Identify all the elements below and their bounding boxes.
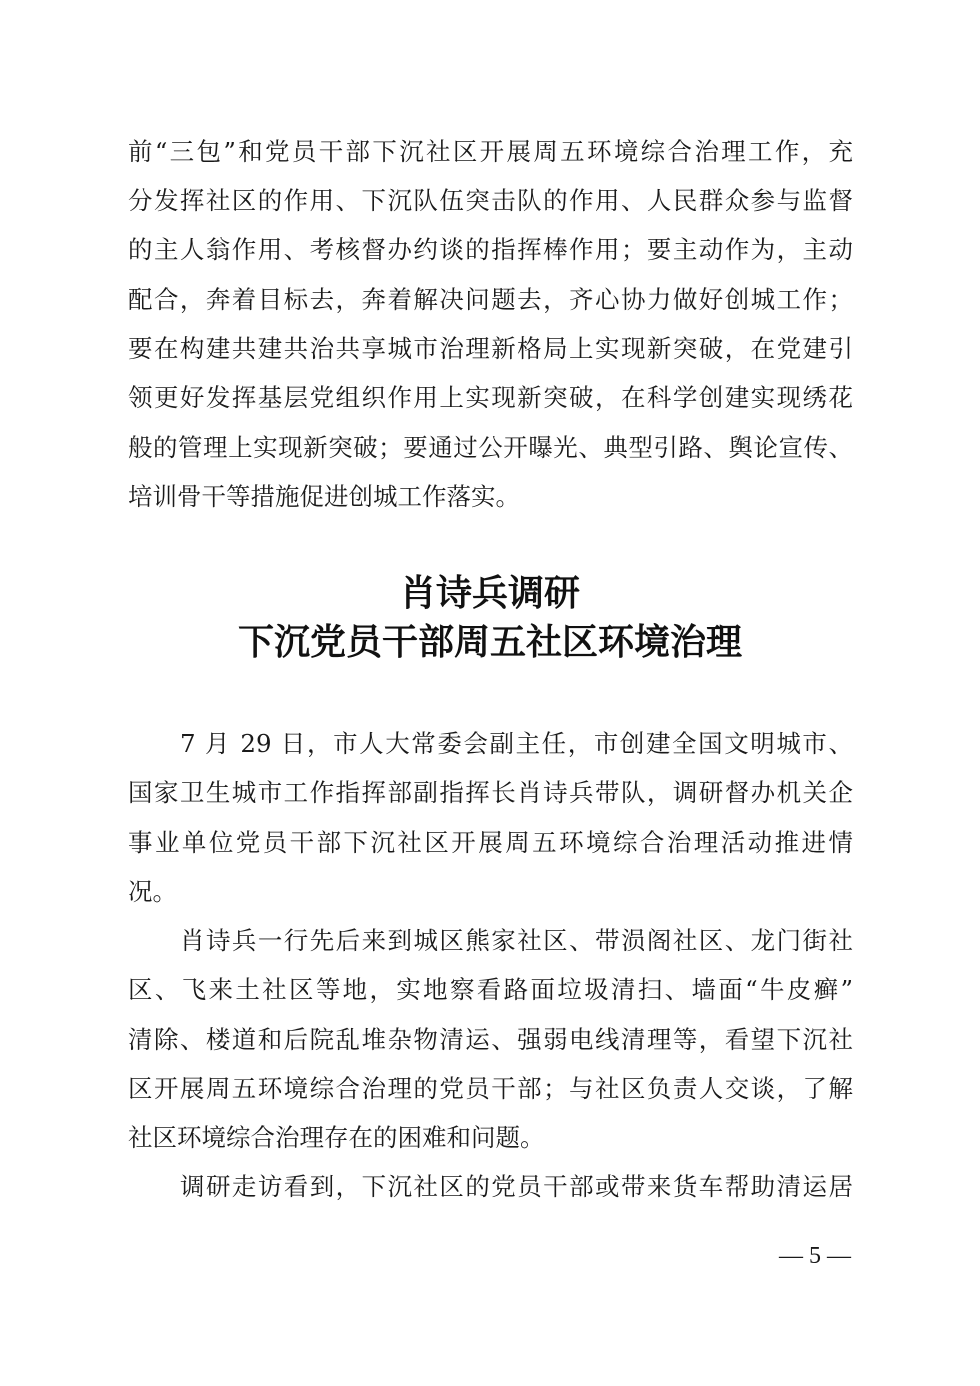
- text-line: 肖诗兵一行先后来到城区熊家社区、带涢阁社区、龙门街社: [180, 926, 853, 955]
- text-line: 般的管理上实现新突破；要通过公开曝光、典型引路、舆论宣传、: [128, 433, 853, 462]
- text-line: 要在构建共建共治共享城市治理新格局上实现新突破，在党建引: [128, 334, 853, 363]
- text-line: 领更好发挥基层党组织作用上实现新突破，在科学创建实现绣花: [128, 383, 853, 412]
- article-title-line-1: 肖诗兵调研: [399, 572, 580, 614]
- page-number: — 5 —: [779, 1243, 851, 1269]
- text-line: 社区环境综合治理存在的困难和问题。: [128, 1123, 545, 1152]
- text-line: 清除、楼道和后院乱堆杂物清运、强弱电线清理等，看望下沉社: [128, 1025, 853, 1054]
- text-line: 区开展周五环境综合治理的党员干部；与社区负责人交谈，了解: [128, 1074, 853, 1103]
- text-line: 配合，奔着目标去，奔着解决问题去，齐心协力做好创城工作；: [128, 285, 853, 314]
- text-line: 况。: [128, 877, 177, 906]
- text-line: 事业单位党员干部下沉社区开展周五环境综合治理活动推进情: [128, 828, 853, 857]
- text-line: 的主人翁作用、考核督办约谈的指挥棒作用；要主动作为，主动: [128, 235, 853, 264]
- text-line: 区、飞来土社区等地，实地察看路面垃圾清扫、墙面“牛皮癣”: [128, 975, 853, 1004]
- text-line: 前“三包”和党员干部下沉社区开展周五环境综合治理工作，充: [128, 137, 853, 166]
- article-title-line-2: 下沉党员干部周五社区环境治理: [237, 621, 742, 663]
- text-line: 分发挥社区的作用、下沉队伍突击队的作用、人民群众参与监督: [128, 186, 853, 215]
- text-line: 调研走访看到，下沉社区的党员干部或带来货车帮助清运居: [180, 1172, 853, 1201]
- text-line: 7 月 29 日，市人大常委会副主任，市创建全国文明城市、: [180, 729, 853, 758]
- text-line: 培训骨干等措施促进创城工作落实。: [128, 482, 520, 511]
- text-line: 国家卫生城市工作指挥部副指挥长肖诗兵带队，调研督办机关企: [128, 778, 853, 807]
